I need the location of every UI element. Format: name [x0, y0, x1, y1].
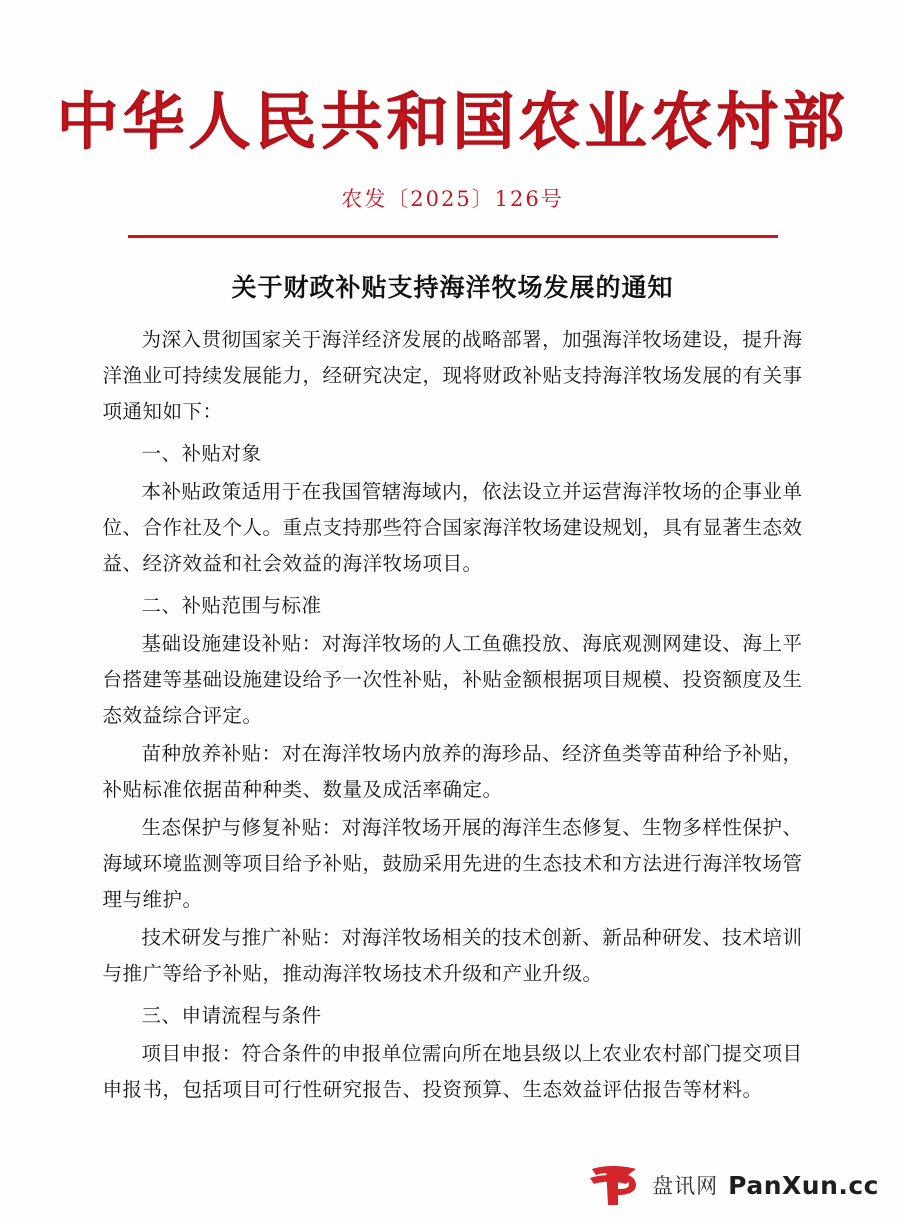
section-2-item-2: 苗种放养补贴：对在海洋牧场内放养的海珍品、经济鱼类等苗种给予补贴，补贴标准依据苗种种类、数量及成活率确定。 — [102, 741, 803, 801]
section-2-item-3: 生态保护与修复补贴：对海洋牧场开展的海洋生态修复、生物多样性保护、海域环境监测等项目给予补贴，鼓励采用先进的生态技术和方法进行海洋牧场管理与维护。 — [102, 815, 803, 911]
document-header — [0, 0, 905, 238]
document-body — [103, 322, 803, 1108]
page-title: 关于财政补贴支持海洋牧场发展的通知 — [231, 272, 674, 302]
section-1-body: 本补贴政策适用于在我国管辖海域内，依法设立并运营海洋牧场的企事业单位、合作社及个人。重点支持那些符合国家海洋牧场建设规划，具有显著生态效益、经济效益和社会效益的海洋牧场项目。 — [102, 479, 803, 575]
watermark — [588, 1163, 879, 1207]
section-2-item-1: 基础设施建设补贴：对海洋牧场的人工鱼礁投放、海底观测网建设、海上平台搭建等基础设施建设给予一次性补贴，补贴金额根据项目规模、投资额度及生态效益综合评定。 — [102, 631, 803, 727]
section-heading-2: 二、补贴范围与标准 — [141, 593, 322, 617]
section-2-item-4: 技术研发与推广补贴：对海洋牧场相关的技术创新、新品种研发、技术培训与推广等给予补贴，推动海洋牧场技术升级和产业升级。 — [102, 925, 803, 985]
section-heading-3: 三、申请流程与条件 — [141, 1003, 322, 1027]
header-divider-rule — [128, 235, 778, 238]
panxun-logo-icon — [588, 1163, 642, 1207]
section-heading-1: 一、补贴对象 — [141, 441, 262, 465]
document-number: 农发〔2025〕126号 — [341, 187, 564, 212]
watermark-label-cn: 盘讯网 — [652, 1174, 719, 1198]
paragraph-intro: 为深入贯彻国家关于海洋经济发展的战略部署，加强海洋牧场建设，提升海洋渔业可持续发展能力，经研究决定，现将财政补贴支持海洋牧场发展的有关事项通知如下： — [102, 327, 803, 423]
section-3-item-1: 项目申报：符合条件的申报单位需向所在地县级以上农业农村部门提交项目申报书，包括项目可行性研究报告、投资预算、生态效益评估报告等材料。 — [102, 1041, 803, 1101]
issuing-authority: 中华人民共和国农业农村部 — [56, 85, 849, 158]
watermark-label-en: PanXun.cc — [728, 1170, 879, 1200]
